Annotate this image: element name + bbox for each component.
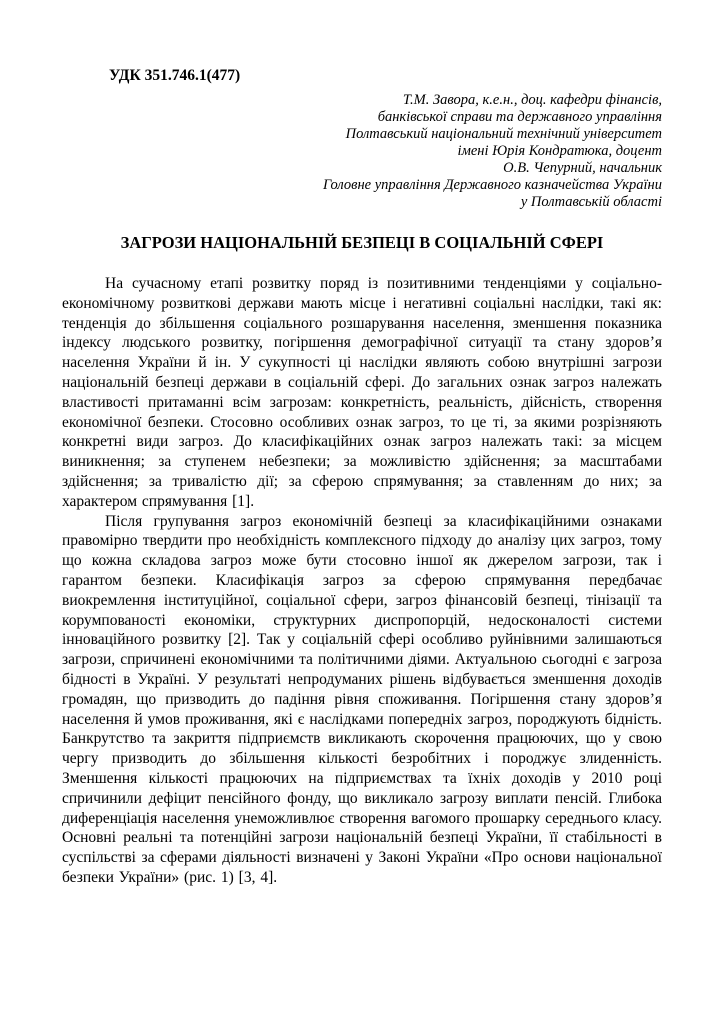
- author-block: [62, 92, 662, 211]
- paragraph: Після групування загроз економічній безпеці за класифікаційними ознаками правомірно твердити про необхідність комплексного підходу до аналізу цих загроз, тому що кожна складова загроз може бути стосовно іншої як джерелом загрози, так і гарантом безпеки. Класифікація загроз за сферою спрямування передбачає виокремлення інституційної, соціальної сфери, загроз фінансовій безпеці, тінізації та корумпованості економіки, структурних диспропорцій, недосконалості системи інноваційного розвитку [2]. Так у соціальній сфері особливо руйнівними залишаються загрози, спричинені економічними та політичними діями. Актуальною сьогодні є загроза бідності в Україні. У результаті непродуманих рішень відбувається зменшення доходів громадян, що призводить до падіння рівня споживання. Погіршення стану здоров’я населення й умов проживання, які є наслідками попередніх загроз, породжують бідність. Банкрутство та закриття підприємств викликають скорочення працюючих, що у свою чергу призводить до збільшення кількості безробітних і породжує злиденність. Зменшення кількості працюючих на підприємствах та їхніх доходів у 2010 році спричинили дефіцит пенсійного фонду, що викликало загрозу виплати пенсій. Глибока диференціація населення унеможливлює створення вагомого прошарку середнього класу. Основні реальні та потенційні загрози національній безпеці України, її стабільності в суспільстві за сферами діяльності визначені у Законі України «Про основи національної безпеки України» (рис. 1) [3, 4].: [62, 512, 662, 886]
- udc-code: УДК 351.746.1(477): [109, 67, 241, 84]
- article-title: ЗАГРОЗИ НАЦІОНАЛЬНІЙ БЕЗПЕЦІ В СОЦІАЛЬНІЙ СФЕРІ: [120, 233, 604, 252]
- author-line: Головне управління Державного казначейства України: [323, 177, 662, 193]
- author-line: О.В. Чепурний, начальник: [503, 160, 662, 176]
- author-line: Полтавський національний технічний університет: [345, 126, 662, 142]
- article-body: [62, 274, 662, 888]
- author-line: у Полтавській області: [520, 194, 662, 210]
- author-line: Т.М. Завора, к.е.н., доц. кафедри фінансів,: [402, 92, 662, 108]
- author-line: банківської справи та державного управління: [377, 109, 662, 125]
- author-line: імені Юрія Кондратюка, доцент: [457, 143, 662, 159]
- paragraph: На сучасному етапі розвитку поряд із позитивними тенденціями у соціально-економічному розвиткові держави мають місце і негативні соціальні наслідки, такі як: тенденція до збільшення соціального розшарування населення, зменшення показника індексу людського розвитку, погіршення демографічної ситуації та стану здоров’я населення України й ін. У сукупності ці наслідки являють собою внутрішні загрози національній безпеці держави в соціальній сфері. До загальних ознак загроз належать властивості притаманні всім загрозам: конкретність, реальність, дійсність, створення економічної безпеки. Стосовно особливих ознак загроз, то це ті, за якими розрізняють конкретні види загроз. До класифікаційних ознак загроз належать такі: за місцем виникнення; за ступенем небезпеки; за можливістю здійснення; за масштабами здійснення; за тривалістю дії; за сферою спрямування; за ставленням до них; за характером спрямування [1].: [62, 275, 662, 510]
